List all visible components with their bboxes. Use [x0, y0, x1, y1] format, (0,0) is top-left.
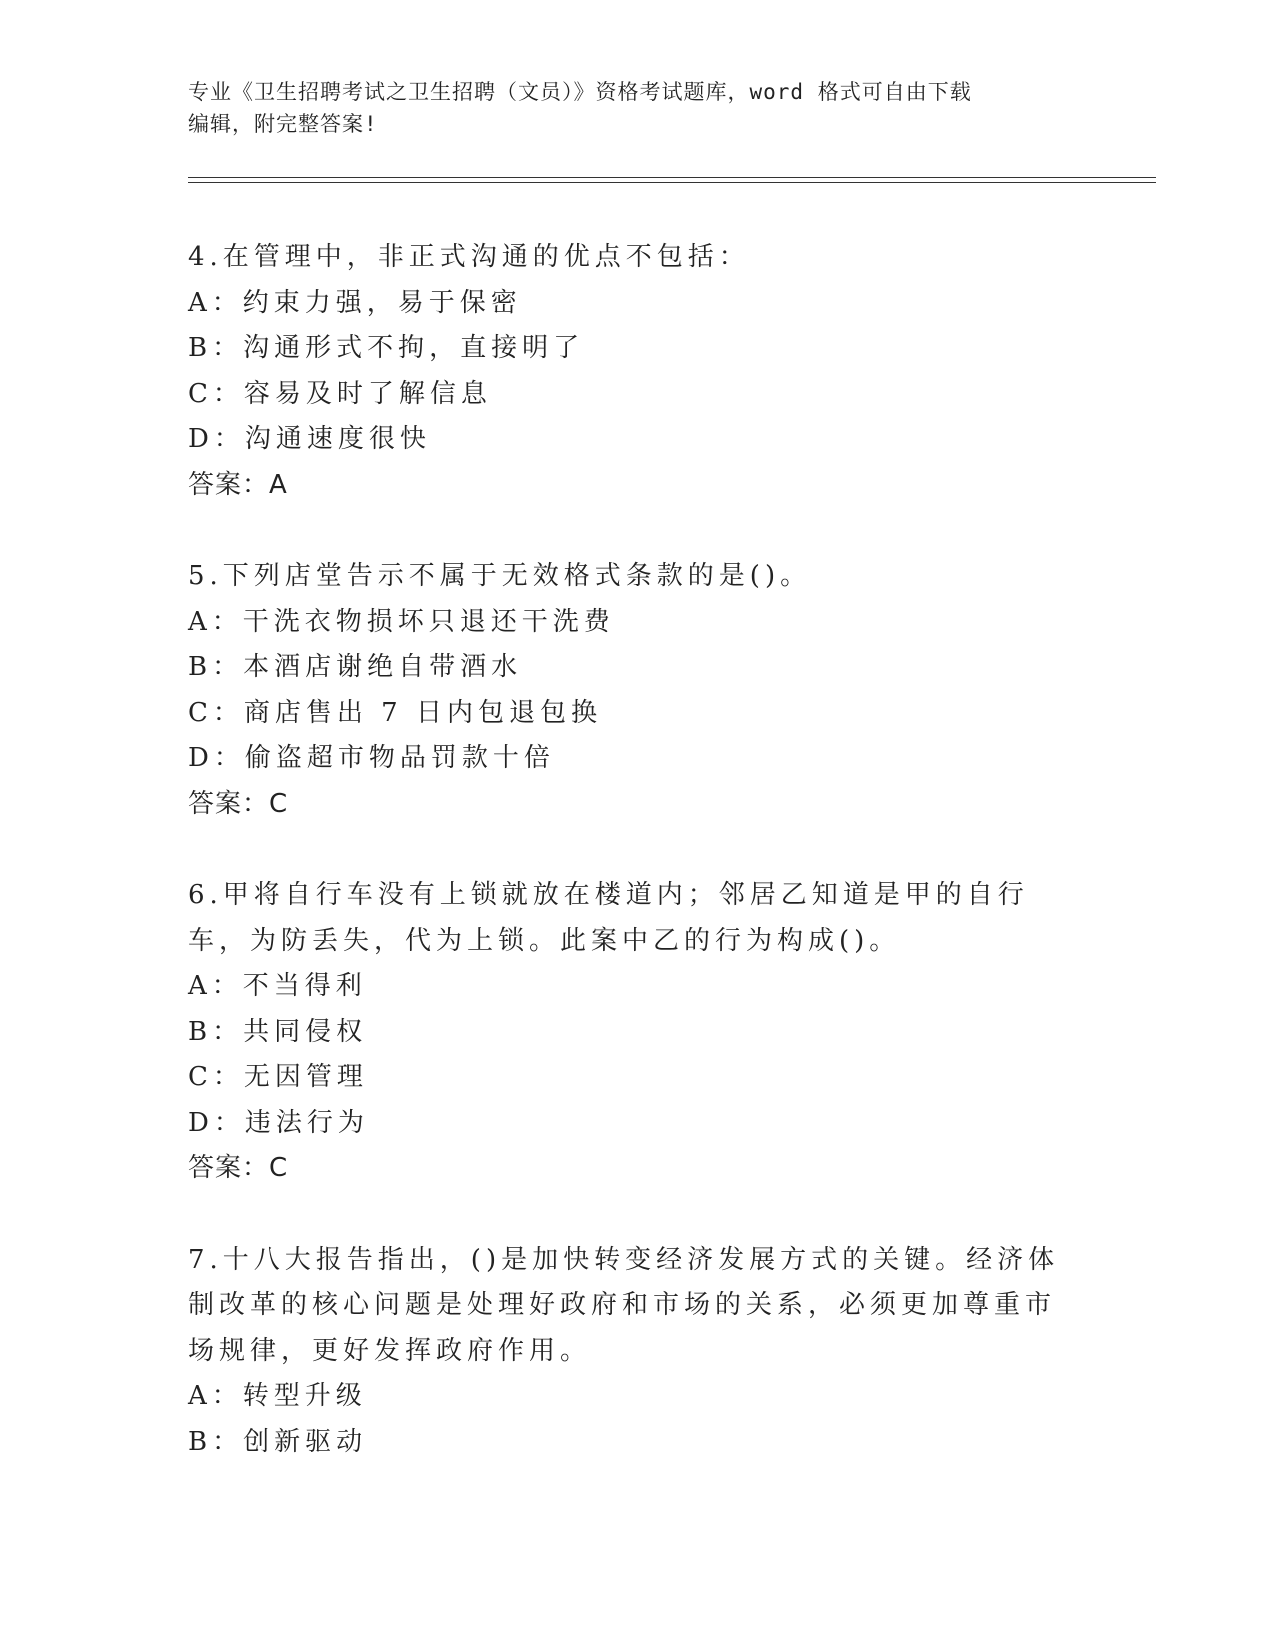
option-c: C：商店售出 7 日内包退包换 — [188, 697, 602, 728]
option-d: D：偷盗超市物品罚款十倍 — [188, 743, 555, 773]
option-a: A：约束力强，易于保密 — [188, 287, 522, 318]
option-c: C：容易及时了解信息 — [188, 378, 492, 409]
header-line-2: 编辑，附完整答案! — [188, 112, 378, 136]
question-list — [188, 235, 1068, 1511]
option-b: B：共同侵权 — [188, 1016, 368, 1047]
option-c: C：无因管理 — [188, 1062, 368, 1092]
question-4 — [188, 235, 1068, 508]
option-b: B：创新驱动 — [188, 1426, 368, 1457]
option-a: A：干洗衣物损坏只退还干洗费 — [188, 606, 615, 637]
question-stem: 5.下列店堂告示不属于无效格式条款的是()。 — [188, 561, 812, 591]
answer-line: 答案：C — [188, 1153, 289, 1183]
header-line-1: 专业《卫生招聘考试之卫生招聘（文员）》资格考试题库，word 格式可自由下载 — [188, 80, 972, 104]
option-a: A：转型升级 — [188, 1381, 367, 1411]
question-7 — [188, 1238, 1068, 1466]
option-d: D：违法行为 — [188, 1107, 369, 1138]
header-divider-bottom — [188, 182, 1156, 183]
answer-line: 答案：A — [188, 469, 288, 500]
document-header — [188, 76, 1068, 140]
option-a: A：不当得利 — [188, 971, 367, 1001]
option-d: D：沟通速度很快 — [188, 424, 431, 454]
answer-line: 答案：C — [188, 788, 289, 819]
question-stem: 6.甲将自行车没有上锁就放在楼道内；邻居乙知道是甲的自行车，为防丢失，代为上锁。此案中乙的行为构成()。 — [188, 880, 1029, 956]
question-stem: 4.在管理中，非正式沟通的优点不包括： — [188, 242, 750, 272]
option-b: B：本酒店谢绝自带酒水 — [188, 652, 523, 682]
question-stem: 7.十八大报告指出，()是加快转变经济发展方式的关键。经济体制改革的核心问题是处理好政府和市场的关系，必须更加尊重市场规律，更好发挥政府作用。 — [188, 1244, 1060, 1366]
option-b: B：沟通形式不拘，直接明了 — [188, 333, 585, 363]
question-6 — [188, 873, 1068, 1192]
header-divider-top — [188, 177, 1156, 178]
question-5 — [188, 554, 1068, 827]
